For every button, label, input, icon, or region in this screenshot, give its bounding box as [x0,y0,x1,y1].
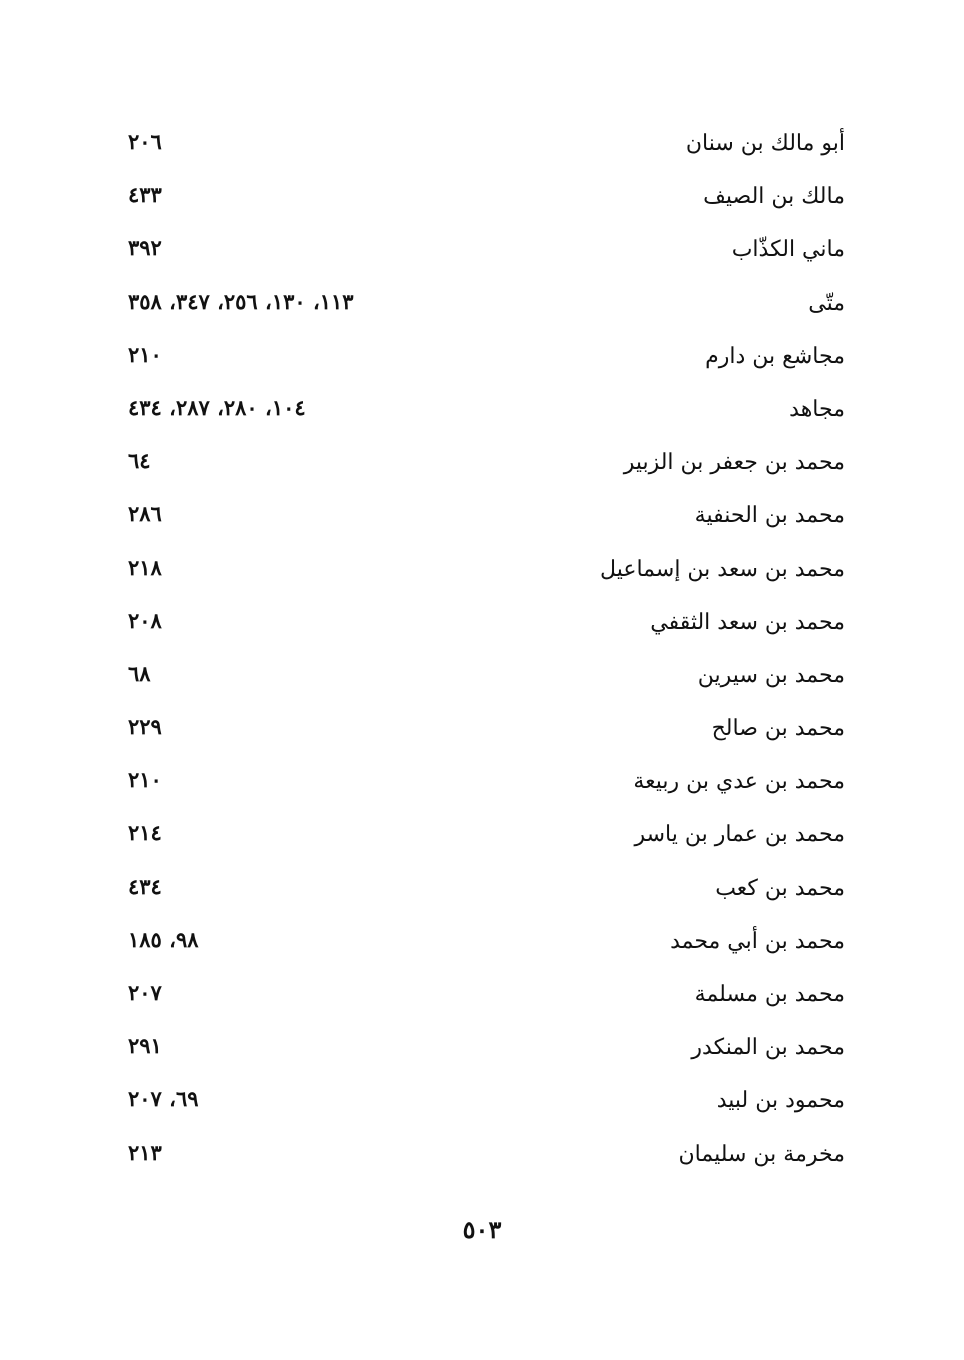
index-entry [120,808,845,861]
entry-name: محمود بن لبيد [716,1088,845,1114]
entry-name: محمد بن سعد الثقفي [650,609,845,635]
entry-pages: ٦٩، ٢٠٧ [128,1086,199,1112]
entry-name: محمد بن عدي بن ربيعة [633,769,845,795]
entry-pages: ٤٣٤ [128,873,162,899]
index-entry [120,649,845,702]
entry-pages: ٤٣٣ [128,182,162,208]
index-entry [120,968,845,1021]
index-entry [120,1074,845,1127]
entry-name: محمد بن سيرين [697,662,845,688]
entry-pages: ٦٤ [128,448,151,474]
entry-pages: ٢١٨ [128,554,162,580]
entry-pages: ٣٩٢ [128,235,162,261]
entry-pages: ٢١٣ [128,1139,162,1165]
entry-pages: ٢٨٦ [128,501,162,527]
index-entry [120,277,845,330]
index-list [120,117,845,1181]
page-number: ٥٠٣ [462,1215,502,1244]
entry-pages: ٢١٠ [128,341,162,367]
entry-name: محمد بن أبي محمد [670,928,845,954]
index-entry [120,862,845,915]
entry-name: مخرمة بن سليمان [678,1141,845,1167]
entry-name: محمد بن الحنفية [694,503,845,529]
entry-name: مجاهد [789,396,845,422]
entry-pages: ٦٨ [128,660,151,686]
entry-name: محمد بن صالح [711,716,845,742]
index-entry [120,117,845,170]
index-entry [120,383,845,436]
entry-name: متّى [808,290,845,316]
entry-pages: ٩٨، ١٨٥ [128,926,199,952]
entry-pages: ٢٩١ [128,1033,162,1059]
entry-name: محمد بن عمار بن ياسر [634,822,845,848]
index-entry [120,489,845,542]
index-entry [120,915,845,968]
entry-name: محمد بن جعفر بن الزبير [623,450,845,476]
index-entry [120,1128,845,1181]
entry-name: محمد بن كعب [715,875,845,901]
entry-name: أبو مالك بن سنان [685,131,845,156]
index-entry [120,1021,845,1074]
entry-name: مالك بن الصيف [703,184,845,210]
entry-pages: ١١٣، ١٣٠، ٢٥٦، ٣٤٧، ٣٥٨ [128,288,354,314]
entry-name: ماني الكذّاب [731,237,845,263]
index-entry [120,543,845,596]
index-entry [120,170,845,223]
index-entry [120,330,845,383]
index-entry [120,755,845,808]
entry-name: محمد بن مسلمة [694,982,845,1007]
index-entry [120,596,845,649]
entry-pages: ٢٠٦ [128,129,162,154]
entry-pages: ١٠٤، ٢٨٠، ٢٨٧، ٤٣٤ [128,394,306,420]
entry-name: محمد بن المنكدر [691,1035,845,1061]
index-entry [120,436,845,489]
entry-name: مجاشع بن دارم [705,343,845,369]
entry-pages: ٢٠٨ [128,607,162,633]
index-entry [120,702,845,755]
entry-pages: ٢٢٩ [128,714,162,740]
entry-pages: ٢١٤ [128,820,162,846]
entry-pages: ٢١٠ [128,767,162,793]
index-entry [120,223,845,276]
entry-pages: ٢٠٧ [128,980,162,1005]
entry-name: محمد بن سعد بن إسماعيل [600,556,845,582]
